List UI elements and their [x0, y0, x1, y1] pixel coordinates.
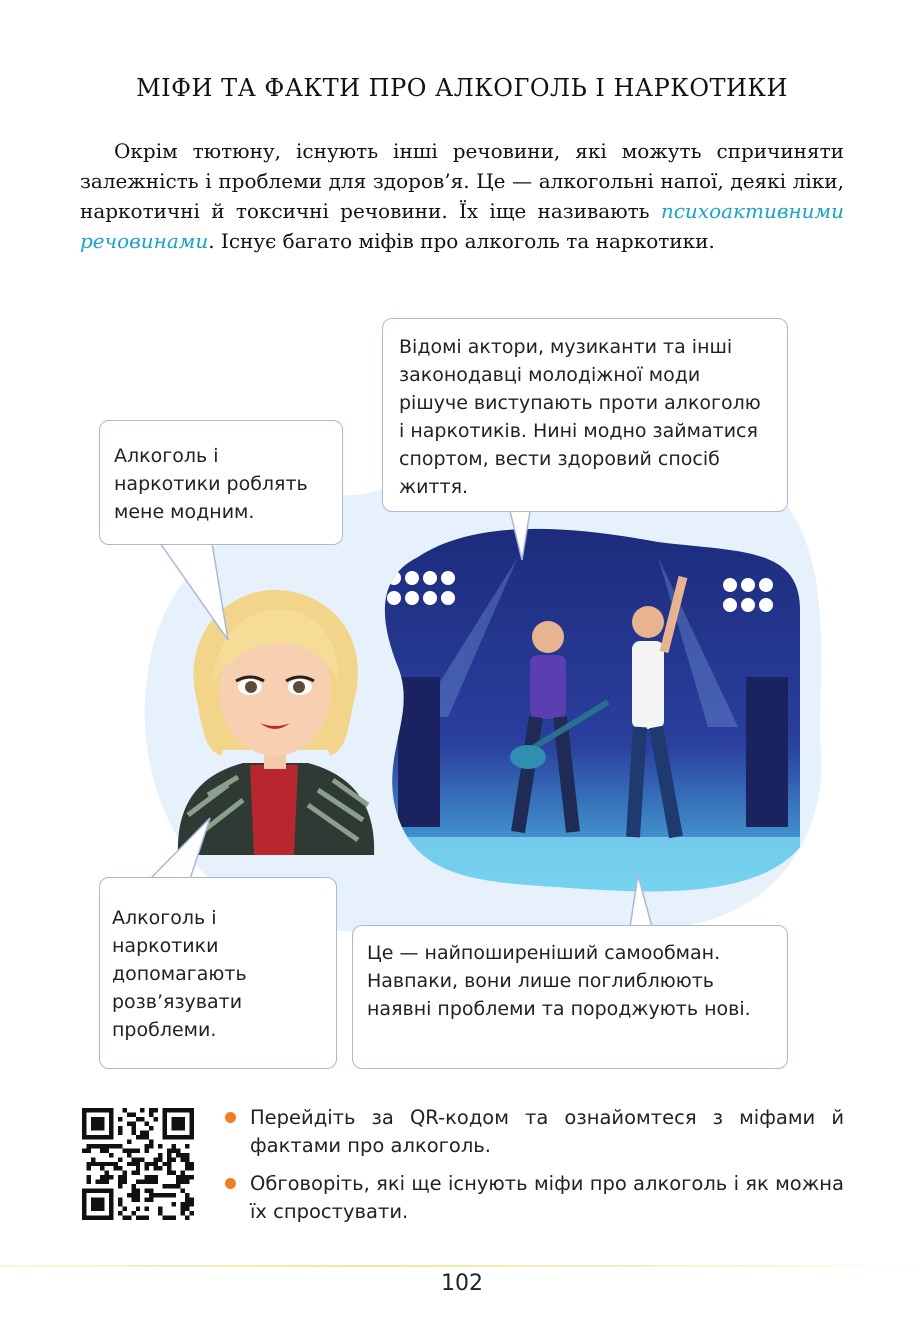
- qr-code-icon[interactable]: [82, 1108, 194, 1220]
- highlighted-term: психоактивними речовинами: [80, 199, 844, 253]
- task-text: Перейдіть за QR-кодом та ознайомтеся з міфами й фактами про алкоголь.: [250, 1106, 844, 1157]
- myth-bubble-fashion: Алкоголь і наркотики роблять мене модним.: [99, 420, 343, 545]
- concert-stage-illustration: [358, 517, 800, 895]
- task-text: Обговоріть, які ще існують міфи про алкоголь і як можна їх спростувати.: [250, 1172, 844, 1223]
- task-item: [222, 1170, 844, 1226]
- bullet-dot-icon: [225, 1112, 236, 1123]
- footer-divider: [0, 1265, 924, 1267]
- intro-text-start: Окрім тютюну, існують інші речовини, які можуть спричиняти залежність і проблеми для здоров’я. Це — алкогольні напої, деякі ліки, наркотичні й токсичні речовини. Їх іще називають: [80, 139, 844, 223]
- fact-bubble-fashion: Відомі актори, музиканти та інші законодавці молодіжної моди рішуче виступають проти алкоголю і наркотиків. Нині модно займатися спортом, вести здоровий спосіб життя.: [382, 318, 788, 512]
- page-number: 102: [441, 1271, 483, 1296]
- girl-illustration: [168, 585, 380, 860]
- intro-paragraph: [80, 136, 844, 256]
- intro-text-end: . Існує багато міфів про алкоголь та наркотики.: [208, 229, 715, 253]
- task-list: [222, 1104, 844, 1236]
- fact-bubble-problems: Це — найпоширеніший самообман. Навпаки, вони лише поглиблюють наявні проблеми та породжують нові.: [352, 925, 788, 1069]
- page-title: МІФИ ТА ФАКТИ ПРО АЛКОГОЛЬ І НАРКОТИКИ: [136, 74, 788, 102]
- myth-bubble-problems: Алкоголь і наркотики допомагають розв’язувати проблеми.: [99, 877, 337, 1069]
- task-item: [222, 1104, 844, 1160]
- bullet-dot-icon: [225, 1178, 236, 1189]
